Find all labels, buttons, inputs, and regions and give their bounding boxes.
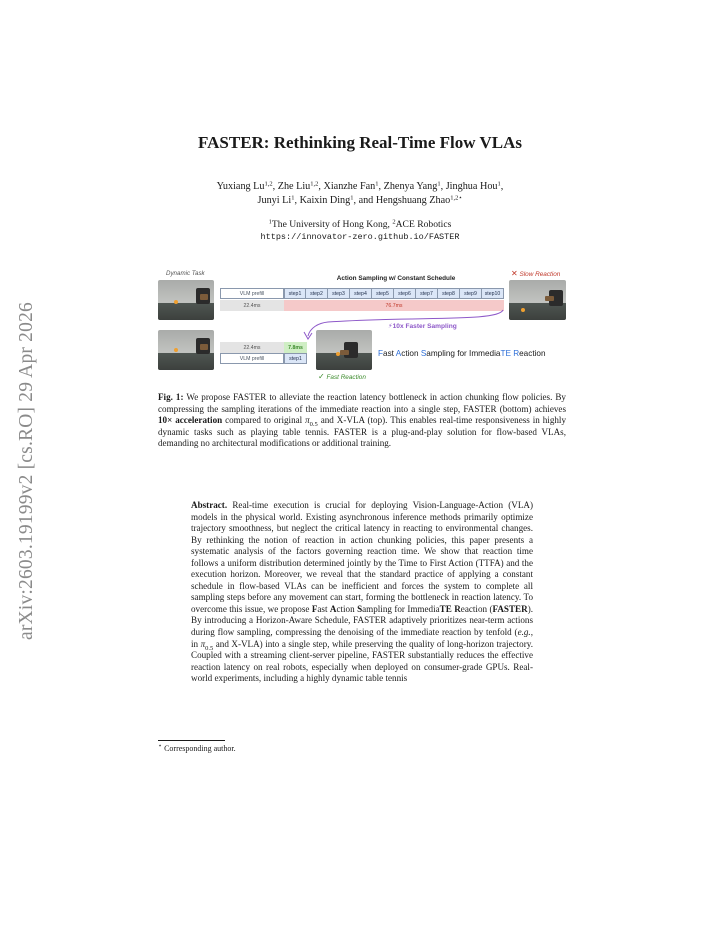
acronym-letter: A: [329, 603, 337, 614]
author-affil: 1: [437, 180, 441, 188]
affil-mark: 2: [392, 218, 396, 226]
acronym-letter: TE: [439, 603, 452, 614]
acronym-rest: ast: [317, 603, 330, 614]
author-affil: 1,2: [310, 180, 319, 188]
tagline-part: S: [420, 349, 427, 358]
faster-tagline: [378, 349, 546, 358]
step-box: step6: [394, 288, 416, 299]
fast-reaction-label: [318, 372, 366, 381]
teaser-figure: [158, 268, 566, 384]
acronym-letter: S: [357, 603, 363, 614]
acronym-rest: ampling for Immedia: [362, 603, 440, 614]
author-name: Yuxiang Lu: [216, 181, 265, 192]
step-box: step4: [350, 288, 372, 299]
tagline-part: eaction: [519, 349, 546, 358]
abstract-text: , in: [191, 627, 533, 649]
photo-slow-reaction: [509, 280, 566, 320]
author-affil: 1,2⋆: [450, 194, 463, 202]
caption-text: We propose FASTER to alleviate the reaction latency bottleneck in action chunking flow policies. By compressing the sampling iterations of the immediate reaction into a single step, FASTER (bottom) achieves: [158, 392, 566, 414]
abstract-label: Abstract.: [191, 500, 228, 510]
fast-reaction-text: Fast Reaction: [326, 374, 366, 381]
author-affil: 1: [350, 194, 354, 202]
prefill-time: 22.4ms: [220, 300, 284, 311]
author-name: Zhe Liu: [277, 181, 311, 192]
abstract-text: and X-VLA) into a single step, while preserving the quality of long-horizon trajectory. Coupled with a streaming client-server pipeline, FASTER substantially reduces the effective reaction latency on real robots, especially when deployed on consumer-grade GPUs. Real-world experiments, including a highly dynamic table tennis: [191, 638, 533, 684]
author-affil: 1: [291, 194, 295, 202]
footnote-rule: [158, 740, 225, 741]
footnote-mark: ⋆: [158, 742, 163, 750]
abstract-text: (: [487, 603, 493, 614]
author-name: Jinghua Hou: [445, 181, 498, 192]
caption-text: and X-VLA (top). This enables real-time responsiveness in highly dynamic tasks such as playing table tennis. FASTER is a plug-and-play solution for flow-based VLAs, demanding no architectural modifications or additional training.: [158, 415, 566, 449]
slow-reaction-label: [511, 269, 560, 278]
caption-math-sub: 0.5: [309, 421, 318, 428]
footnote: [158, 744, 236, 753]
abstract-math: π: [200, 638, 206, 649]
cross-icon: ✕: [511, 269, 518, 278]
caption-math: π: [305, 415, 310, 426]
slow-reaction-text: Slow Reaction: [519, 271, 561, 278]
tagline-part: R: [513, 349, 520, 358]
prefill-time-fast: 22.4ms: [220, 342, 284, 353]
faster-acronym: [312, 604, 487, 614]
project-url[interactable]: https://innovator-zero.github.io/FASTER: [260, 232, 460, 242]
figure-caption: [158, 392, 566, 450]
footnote-text: Corresponding author.: [162, 744, 236, 753]
step-box: step7: [416, 288, 438, 299]
arxiv-stamp: arXiv:2603.19199v2 [cs.RO] 29 Apr 2026: [16, 302, 37, 640]
author-line-1: Yuxiang Lu$^{1,2}$, Zhe Liu$^{1,2}$, Xianzhe Fan$^1$, Zhenya Yang$^1$, Jinghua Hou$^1$,: [216, 180, 504, 192]
author-affil: 1,2: [264, 180, 273, 188]
author-affil: 1: [375, 180, 379, 188]
author-list: [130, 180, 590, 208]
photo-bottom-task: [158, 330, 214, 370]
abstract-text: ). By introducing a Horizon-Aware Schedule, FASTER adaptively prioritizes near-term actions during flow sampling, compressing the denoising of the immediate reaction by tenfold (: [191, 603, 533, 638]
affiliation-2: ACE Robotics: [395, 219, 452, 230]
abstract-math-sub: 0.5: [205, 644, 214, 652]
author-name: Kaixin Ding: [299, 195, 351, 206]
step-box: step8: [438, 288, 460, 299]
tagline-part: F: [378, 349, 384, 358]
dynamic-task-label: Dynamic Task: [166, 270, 205, 277]
tagline-part: TE: [500, 349, 511, 358]
vlm-prefill-box: VLM prefill: [220, 288, 284, 299]
slow-sampling-time: 76.7ms: [284, 300, 504, 311]
author-and: and: [358, 195, 374, 206]
fast-step-box: step1: [284, 353, 307, 364]
acronym-rest: eaction: [460, 603, 488, 614]
step-box: step10: [482, 288, 504, 299]
paper-title: FASTER: Rethinking Real-Time Flow VLAs: [198, 133, 522, 152]
photo-fast-reaction: [316, 330, 372, 370]
lightning-icon: ⚡: [388, 323, 393, 330]
author-line-2: Junyi Li$^1$, Kaixin Ding$^1$, and Hengshuang Zhao$^{1,2⋆}$: [257, 194, 463, 206]
author-name: Xianzhe Fan: [323, 181, 376, 192]
tagline-part: ction: [401, 349, 421, 358]
step-box: step5: [372, 288, 394, 299]
acronym-rest: ction: [336, 603, 358, 614]
abstract-eg: e.g.: [517, 627, 531, 638]
step-box: step9: [460, 288, 482, 299]
acronym-letter: R: [454, 603, 461, 614]
faster-sampling-label: [388, 322, 457, 330]
check-icon: ✓: [318, 372, 325, 381]
vlm-prefill-box-fast: VLM prefill: [220, 353, 284, 364]
photo-dynamic-task: [158, 280, 214, 320]
abstract-text: Real-time execution is crucial for deploying Vision-Language-Action (VLA) models in the physical world. Existing asynchronous inference methods primarily optimize trajectory smoothness, but neglect the critical latency in reacting to environmental changes. By rethinking the notion of reaction in action chunking policies, this paper presents a systematic analysis of the factors governing reaction time. We show that reaction time follows a uniform distribution determined jointly by the Time to First Action (TTFA) and the execution horizon. Moreover, we reveal that the standard practice of applying a constant schedule in flow-based VLAs can be inefficient and forces the system to complete all sampling steps before any movement can start, forming the bottleneck in reaction latency. To overcome this issue, we propose: [191, 500, 533, 614]
faster-sampling-text: 10x Faster Sampling: [392, 323, 457, 330]
affiliation-1: The University of Hong Kong,: [271, 219, 390, 230]
tagline-part: A: [395, 349, 402, 358]
step-box: step1: [284, 288, 306, 299]
caption-emphasis: 10× acceleration: [158, 415, 223, 426]
figure-header: Action Sampling w/ Constant Schedule: [336, 275, 456, 282]
author-affil: 1: [497, 180, 501, 188]
affil-mark: 1: [268, 218, 272, 226]
caption-text: compared to original: [222, 415, 306, 426]
abstract-method-name: FASTER: [492, 603, 528, 614]
abstract: [191, 500, 533, 685]
fast-sampling-time: 7.8ms: [284, 342, 307, 353]
tagline-part: ast: [383, 349, 396, 358]
step-box: step2: [306, 288, 328, 299]
step-box: step3: [328, 288, 350, 299]
author-name: Hengshuang Zhao: [375, 195, 451, 206]
tagline-part: ampling for Immedia: [426, 349, 501, 358]
acronym-letter: F: [311, 603, 318, 614]
affiliations: [130, 218, 590, 244]
author-name: Zhenya Yang: [383, 181, 438, 192]
caption-label: Fig. 1:: [158, 392, 184, 402]
author-name: Junyi Li: [257, 195, 292, 206]
